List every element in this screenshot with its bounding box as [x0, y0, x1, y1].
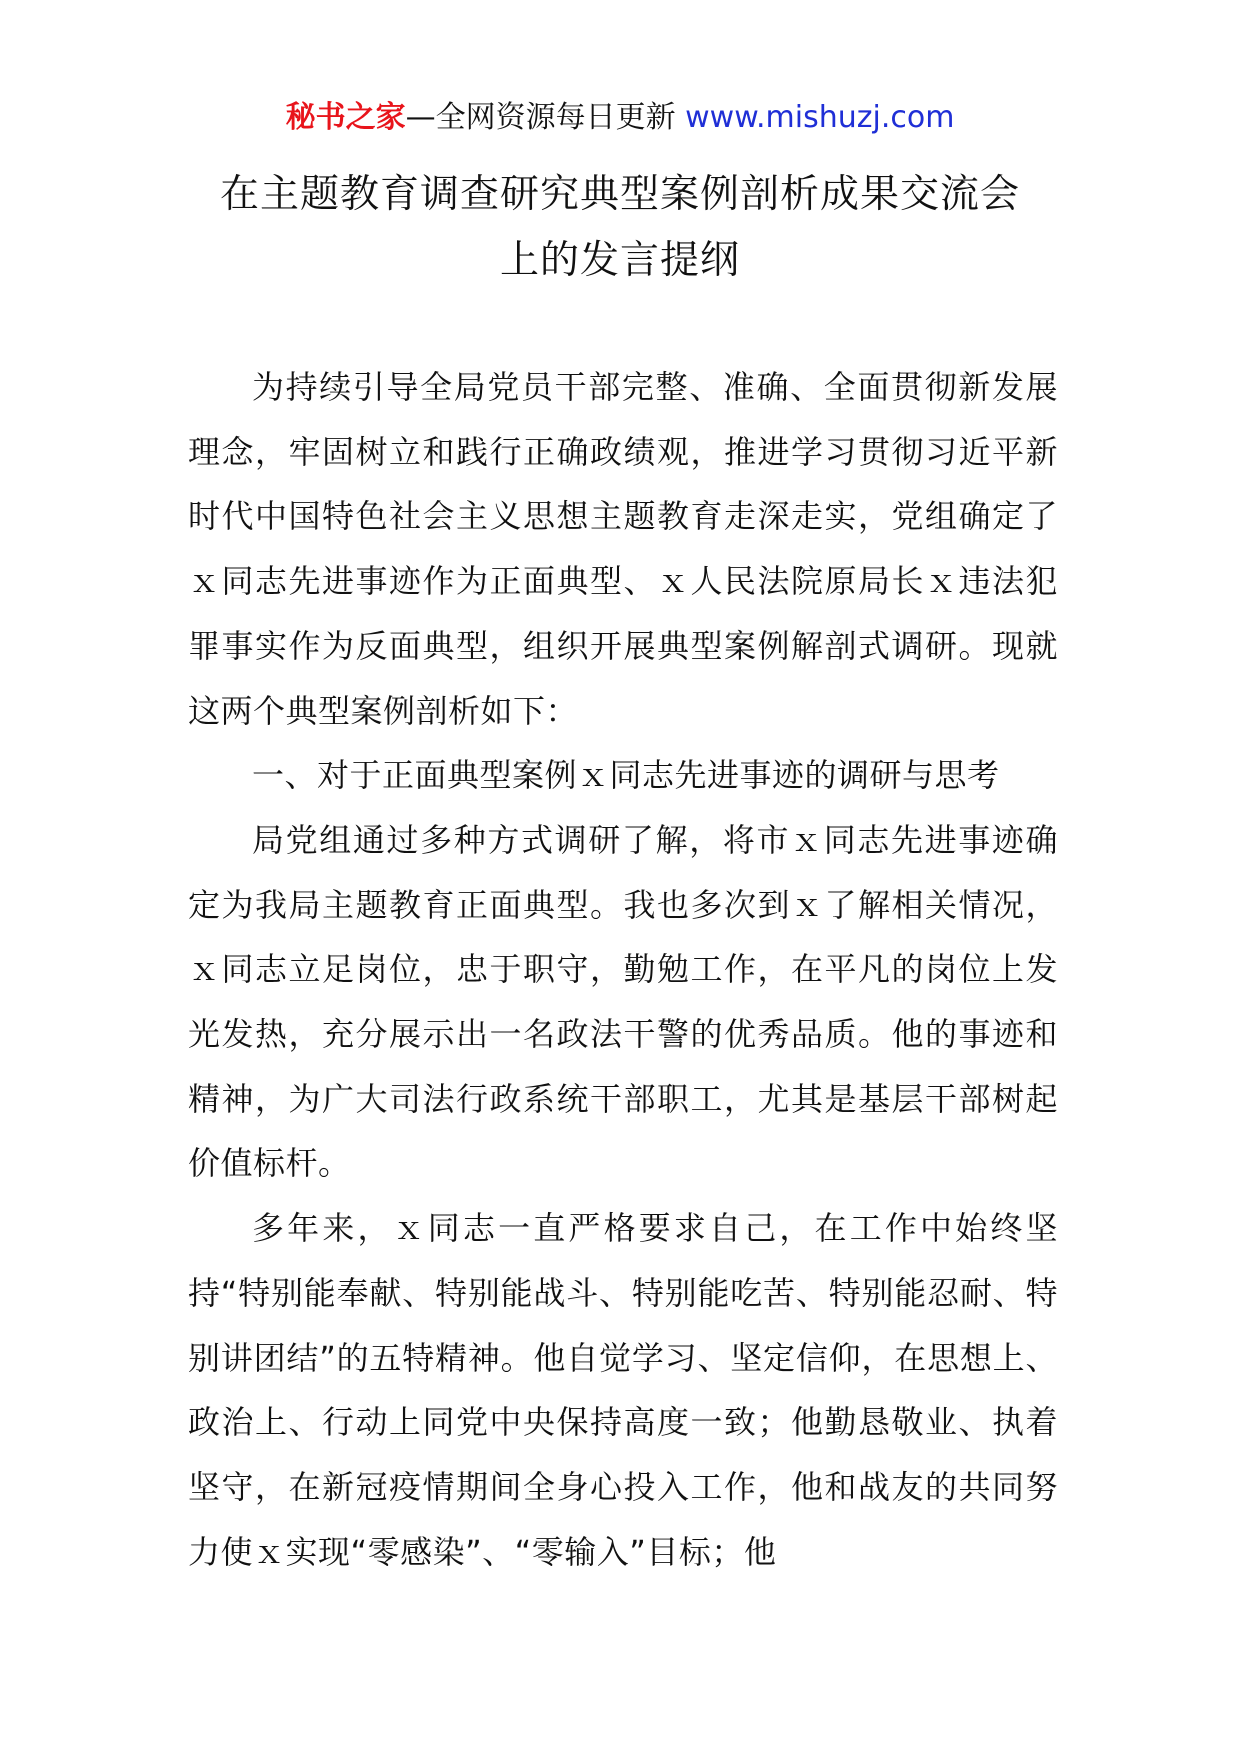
paragraph-deeds: 多年来，ｘ同志一直严格要求自己，在工作中始终坚持“特别能奉献、特别能战斗、特别能吃苦、特别能忍耐、特别讲团结”的五特精神。他自觉学习、坚定信仰，在思想上、政治上、行动上同党中央保持高度一致；他勤恳敬业、执着坚守，在新冠疫情期间全身心投入工作，他和战友的共同努力使ｘ实现“零感染”、“零输入”目标；他: [188, 1209, 1058, 1571]
section-heading-1: 一、对于正面典型案例ｘ同志先进事迹的调研与思考: [252, 756, 1000, 795]
banner-tagline: —全网资源每日更新: [405, 100, 686, 135]
title-line-1: 在主题教育调查研究典型案例剖析成果交流会: [219, 172, 1020, 217]
title-line-2: 上的发言提纲: [499, 238, 740, 283]
paragraph-intro: 为持续引导全局党员干部完整、准确、全面贯彻新发展理念，牢固树立和践行正确政绩观，推进学习贯彻习近平新时代中国特色社会主义思想主题教育走深走实，党组确定了ｘ同志先进事迹作为正面典型、ｘ人民法院原局长ｘ违法犯罪事实作为反面典型，组织开展典型案例解剖式调研。现就这两个典型案例剖析如下：: [188, 368, 1058, 730]
document-body: [188, 355, 1058, 1584]
paragraph-investigation: 局党组通过多种方式调研了解，将市ｘ同志先进事迹确定为我局主题教育正面典型。我也多次到ｘ了解相关情况，ｘ同志立足岗位，忠于职守，勤勉工作，在平凡的岗位上发光发热，充分展示出一名政法干警的优秀品质。他的事迹和精神，为广大司法行政系统干部职工，尤其是基层干部树起价值标杆。: [188, 820, 1058, 1183]
site-banner: [0, 98, 1240, 138]
brand-name: 秘书之家: [285, 100, 406, 135]
document-title: [150, 162, 1090, 294]
site-url-link[interactable]: www.mishuzj.com: [685, 100, 955, 135]
